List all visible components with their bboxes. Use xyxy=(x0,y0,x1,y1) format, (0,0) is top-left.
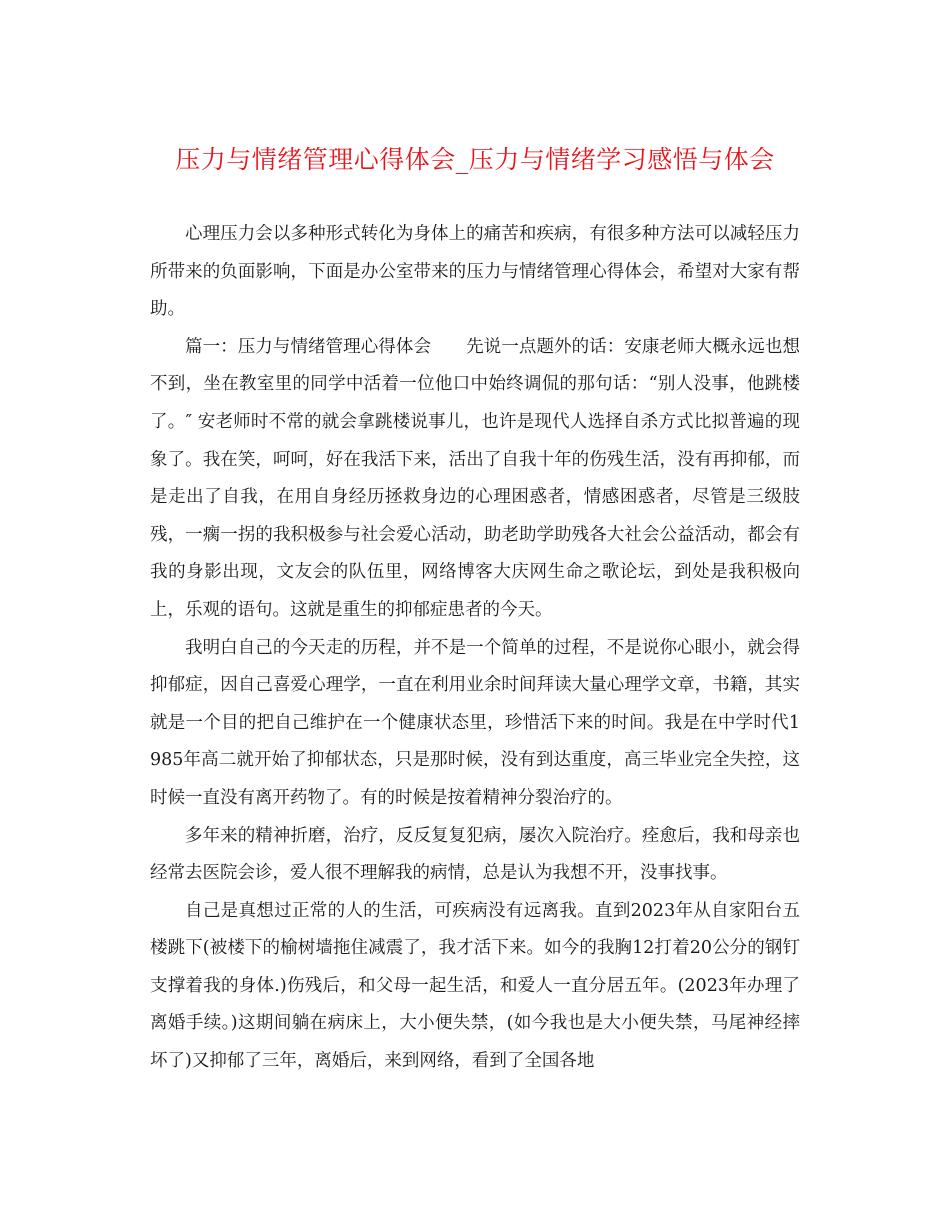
paragraph-part-one: 篇一：压力与情绪管理心得体会 先说一点题外的话：安康老师大概永远也想不到，坐在教室里的同学中活着一位他口中始终调侃的那句话：“别人没事，他跳楼了。″ 安老师时不常的就会拿跳楼说事儿，也许是现代人选择自杀方式比拟普遍的现象了。我在笑，呵呵，好在我活下来，活出了自我十年的伤残生活，没有再抑郁，而是走出了自我，在用自身经历拯救身边的心理困惑者，情感困惑者，尽管是三级肢残，一瘸一拐的我积极参与社会爱心活动，助老助学助残各大社会公益活动，都会有我的身影出现，文友会的队伍里，网络博客大庆网生命之歌论坛，到处是我积极向上，乐观的语句。这就是重生的抑郁症患者的今天。 xyxy=(150,336,800,620)
paragraph-treatment: 多年来的精神折磨，治疗，反反复复犯病，屡次入院治疗。痊愈后，我和母亲也经常去医院会诊，爱人很不理解我的病情，总是认为我想不开，没事找事。 xyxy=(150,825,800,884)
document-body xyxy=(150,216,800,1081)
paragraph-history: 我明白自己的今天走的历程，并不是一个简单的过程，不是说你心眼小，就会得抑郁症，因自己喜爱心理学，一直在利用业余时间拜读大量心理学文章，书籍，其实就是一个目的把自己维护在一个健康状态里，珍惜活下来的时间。我是在中学时代1985年高二就开始了抑郁状态，只是那时候，没有到达重度，高三毕业完全失控，这时候一直没有离开药物了。有的时候是按着精神分裂治疗的。 xyxy=(150,637,800,808)
document-title: 压力与情绪管理心得体会_压力与情绪学习感悟与体会 xyxy=(175,145,775,174)
paragraph-intro: 心理压力会以多种形式转化为身体上的痛苦和疾病，有很多种方法可以减轻压力所带来的负面影响，下面是办公室带来的压力与情绪管理心得体会，希望对大家有帮助。 xyxy=(150,224,800,320)
paragraph-recovery: 自己是真想过正常的人的生活，可疾病没有远离我。直到2023年从自家阳台五楼跳下(被楼下的榆树墙拖住减震了，我才活下来。如今的我胸12打着20公分的钢钉支撑着我的身体.)伤残后，和父母一起生活，和爱人一直分居五年。(2023年办理了离婚手续。)这期间躺在病床上，大小便失禁，(如今我也是大小便失禁，马尾神经摔坏了)又抑郁了三年，离婚后，来到网络，看到了全国各地 xyxy=(150,900,800,1072)
